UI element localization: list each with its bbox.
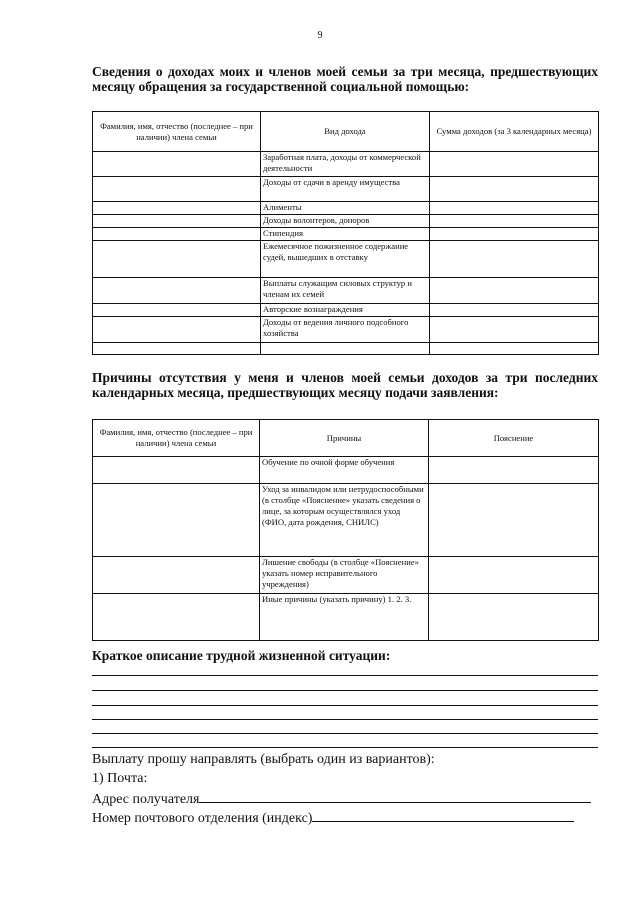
- table-row: [93, 594, 599, 641]
- absence-header-name: Фамилия, имя, отчество (последнее – при наличии) члена семьи: [93, 420, 260, 457]
- explanation-cell[interactable]: [429, 457, 599, 484]
- table-row: [93, 241, 599, 278]
- postal-label: Номер почтового отделения (индекс): [92, 811, 313, 826]
- name-cell[interactable]: [93, 457, 260, 484]
- table-row: [93, 484, 599, 557]
- name-cell[interactable]: [93, 484, 260, 557]
- sum-cell[interactable]: [430, 343, 599, 355]
- income-type-cell: Авторские вознаграждения: [261, 304, 430, 317]
- table-row: [93, 215, 599, 228]
- sum-cell[interactable]: [430, 241, 599, 278]
- name-cell[interactable]: [93, 343, 261, 355]
- table-row: [93, 343, 599, 355]
- name-cell[interactable]: [93, 202, 261, 215]
- absence-table: [92, 419, 599, 641]
- table-row: [93, 278, 599, 304]
- sum-cell[interactable]: [430, 317, 599, 343]
- payment-intro: Выплату прошу направлять (выбрать один из вариантов):: [92, 752, 435, 767]
- name-cell[interactable]: [93, 557, 260, 594]
- reason-cell: Уход за инвалидом или нетрудоспособными (в столбце «Пояснение» указать сведения о лице, за которым осуществлялся уход (ФИО, дата рождения, СНИЛС): [260, 484, 429, 557]
- income-type-cell: Доходы от ведения личного подсобного хозяйства: [261, 317, 430, 343]
- sum-cell[interactable]: [430, 215, 599, 228]
- income-type-cell: Доходы от сдачи в аренду имущества: [261, 177, 430, 202]
- sum-cell[interactable]: [430, 152, 599, 177]
- name-cell[interactable]: [93, 152, 261, 177]
- payment-option-post: 1) Почта:: [92, 771, 148, 786]
- income-header-type: Вид дохода: [261, 112, 430, 152]
- income-header-sum: Сумма доходов (за 3 календарных месяца): [430, 112, 599, 152]
- explanation-cell[interactable]: [429, 557, 599, 594]
- situation-section-title: Краткое описание трудной жизненной ситуации:: [92, 648, 391, 663]
- name-cell[interactable]: [93, 241, 261, 278]
- name-cell[interactable]: [93, 177, 261, 202]
- income-section-title: Сведения о доходах моих и членов моей семьи за три месяца, предшествующих месяцу обращения за государственной социальной помощью:: [92, 64, 598, 94]
- income-table: [92, 111, 599, 355]
- absence-header-reasons: Причины: [260, 420, 429, 457]
- situation-line[interactable]: [92, 690, 598, 691]
- sum-cell[interactable]: [430, 228, 599, 241]
- page-number: 9: [317, 30, 323, 41]
- table-row: [93, 557, 599, 594]
- address-field[interactable]: [199, 789, 591, 803]
- table-row: [93, 177, 599, 202]
- name-cell[interactable]: [93, 215, 261, 228]
- income-type-cell: Стипендия: [261, 228, 430, 241]
- sum-cell[interactable]: [430, 202, 599, 215]
- situation-line[interactable]: [92, 747, 598, 748]
- reason-cell: Лишение свободы (в столбце «Пояснение» указать номер исправительного учреждения): [260, 557, 429, 594]
- reason-cell: Обучение по очной форме обучения: [260, 457, 429, 484]
- table-row: [93, 152, 599, 177]
- income-type-cell: Доходы волонтеров, доноров: [261, 215, 430, 228]
- table-row: [93, 304, 599, 317]
- situation-line[interactable]: [92, 705, 598, 706]
- income-type-cell: Ежемесячное пожизненное содержание судей, вышедших в отставку: [261, 241, 430, 278]
- explanation-cell[interactable]: [429, 484, 599, 557]
- address-label: Адрес получателя: [92, 792, 200, 807]
- income-header-name: Фамилия, имя, отчество (последнее – при наличии) члена семьи: [93, 112, 261, 152]
- postal-row: [92, 808, 574, 828]
- income-type-cell: Алименты: [261, 202, 430, 215]
- name-cell[interactable]: [93, 594, 260, 641]
- name-cell[interactable]: [93, 304, 261, 317]
- address-row: [92, 789, 591, 809]
- sum-cell[interactable]: [430, 278, 599, 304]
- table-row: [93, 457, 599, 484]
- sum-cell[interactable]: [430, 177, 599, 202]
- name-cell[interactable]: [93, 317, 261, 343]
- name-cell[interactable]: [93, 228, 261, 241]
- postal-field[interactable]: [312, 808, 574, 822]
- situation-line[interactable]: [92, 719, 598, 720]
- sum-cell[interactable]: [430, 304, 599, 317]
- table-row: [93, 317, 599, 343]
- income-type-cell: [261, 343, 430, 355]
- situation-line[interactable]: [92, 675, 598, 676]
- income-type-cell: Выплаты служащим силовых структур и членам их семей: [261, 278, 430, 304]
- table-row: [93, 202, 599, 215]
- explanation-cell[interactable]: [429, 594, 599, 641]
- table-row: [93, 228, 599, 241]
- reason-cell: Иные причины (указать причину) 1. 2. 3.: [260, 594, 429, 641]
- name-cell[interactable]: [93, 278, 261, 304]
- income-type-cell: Заработная плата, доходы от коммерческой деятельности: [261, 152, 430, 177]
- absence-section-title: Причины отсутствия у меня и членов моей семьи доходов за три последних календарных месяца, предшествующих месяцу подачи заявления:: [92, 370, 598, 400]
- situation-line[interactable]: [92, 733, 598, 734]
- absence-header-explanation: Пояснение: [429, 420, 599, 457]
